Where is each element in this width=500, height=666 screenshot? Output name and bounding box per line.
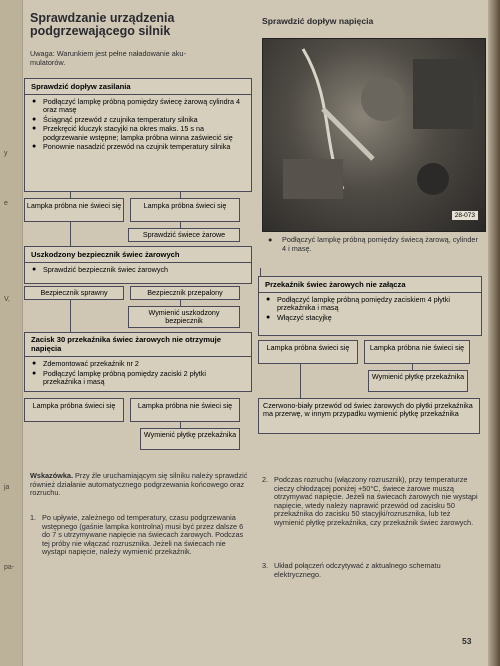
margin-mark: y [4, 150, 8, 157]
supply-check-title: Sprawdzić dopływ zasilania [25, 79, 251, 95]
list-item: ● Zdemontować przekaźnik nr 2 [43, 360, 245, 368]
result-lamp-off: Lampka próbna nie świeci się [364, 340, 470, 364]
note-text: Przy źle uruchamiającym się silniku należy sprawdzić również działanie automatycznego podgrzewania końcowego oraz rozruchu. [30, 471, 248, 498]
connector [260, 268, 261, 276]
connector [70, 300, 71, 332]
item-number: 2. [262, 475, 269, 484]
warning-text: Uwaga: Warunkiem jest pełne naładowanie aku- mulatorów. [30, 49, 186, 67]
left-page-margin [0, 0, 23, 666]
note-label: Wskazówka. [30, 471, 73, 480]
terminal-box [24, 332, 252, 392]
supply-check-box [24, 78, 252, 192]
photo-reference-tag: 28-073 [451, 210, 479, 221]
result-lamp-on: Lampka próbna świeci się [130, 198, 240, 222]
result-lamp-off: Lampka próbna nie świeci się [130, 398, 240, 422]
item-text: Podczas rozruchu (włączony rozrusznik), przy temperaturze cieczy chłodzącej poniżej +50°C, świece żarowe muszą otrzymywać napięcie. Jeżeli na świecach żarowych nie wystąpi napięcie, wtedy należy naprawić przewód od zacisku 50 przekaźnika do zacisku 50 stacyjki/rozrusznika, lub też wymienić płytkę przekaźnika, czy przekaźnik świec żarowych. [274, 475, 478, 527]
wire-break-note: Czerwono-biały przewód od świec żarowych do płytki przekaźnika ma przerwę, w innym przypadku wymienić płytkę przekaźnika [258, 398, 480, 434]
page-edge-shadow [488, 0, 500, 666]
connector [300, 364, 301, 398]
fuse-box-title: Uszkodzony bezpiecznik świec żarowych [25, 247, 251, 263]
photo-instruction: Podłączyć lampkę próbną pomiędzy świecą żarową, cylinder 4 i masę. [282, 235, 478, 253]
relay-box [258, 276, 482, 336]
result-fuse-ok: Bezpiecznik sprawny [24, 286, 124, 300]
action-replace-relay-plate: Wymienić płytkę przekaźnika [140, 428, 240, 450]
action-check-glow-plugs: Sprawdzić świece żarowe [128, 228, 240, 242]
action-replace-fuse: Wymienić uszkodzony bezpiecznik [128, 306, 240, 328]
fuse-box-list [25, 263, 251, 278]
margin-mark: e [4, 200, 8, 207]
item-number: 1. [30, 513, 37, 522]
right-section-title: Sprawdzić dopływ napięcia [262, 16, 374, 26]
terminal-box-title: Zacisk 30 przekaźnika świec żarowych nie otrzymuje napięcia [25, 333, 251, 357]
list-item: ● Przekręcić kluczyk stacyjki na okres maks. 15 s na podgrzewanie wstępne; lampka próbna winna zaświecić się [43, 125, 245, 142]
action-replace-relay-plate: Wymienić płytkę przekaźnika [368, 370, 468, 392]
relay-box-list [259, 293, 481, 326]
margin-mark: pa- [4, 564, 15, 571]
bullet-icon: ● [268, 235, 273, 244]
margin-mark: ja [4, 484, 10, 491]
fuse-box [24, 246, 252, 284]
list-item: ● Podłączyć lampkę próbną pomiędzy zaciski 2 płytki przekaźnika i masą [43, 370, 245, 387]
result-fuse-blown: Bezpiecznik przepalony [130, 286, 240, 300]
list-item: ● Włączyć stacyjkę [277, 314, 475, 322]
list-item: ● Podłączyć lampkę próbną pomiędzy zaciskiem 4 płytki przekaźnika i masą [277, 296, 475, 313]
terminal-box-list [25, 357, 251, 390]
list-item: ● Ściągnąć przewód z czujnika temperatury silnika [43, 116, 245, 124]
connector [70, 222, 71, 246]
result-lamp-on: Lampka próbna świeci się [24, 398, 124, 422]
list-item: ● Ponownie nasadzić przewód na czujnik temperatury silnika [43, 143, 245, 151]
engine-photo-drawing [263, 39, 485, 231]
result-lamp-on: Lampka próbna świeci się [258, 340, 358, 364]
list-item: ● Podłączyć lampkę próbną pomiędzy świecę żarową cylindra 4 oraz masę [43, 98, 245, 115]
note-paragraph [30, 472, 252, 498]
section-title: Sprawdzanie urządzenia podgrzewającego silnik [30, 11, 175, 38]
engine-photo [262, 38, 486, 232]
margin-mark: V, [4, 296, 10, 303]
list-item: ● Sprawdzić bezpiecznik świec żarowych [43, 266, 245, 274]
result-lamp-off: Lampka próbna nie świeci się [24, 198, 124, 222]
item-text: Układ połączeń odczytywać z aktualnego schematu elektrycznego. [274, 561, 441, 579]
item-number: 3. [262, 561, 269, 570]
item-text: Po upływie, zależnego od temperatury, czasu podgrzewania wstępnego (gaśnie lampka kontrolna) musi być przez dalsze 6 do 7 s utrzymywane napięcie na świecach żarowych. Podczas tej próby nie włączać rozrusznika. Jeżeli na świecach nie wystąpi napięcie, należy wymienić przekaźnik. [42, 513, 244, 557]
page-number: 53 [462, 636, 472, 646]
relay-box-title: Przekaźnik świec żarowych nie załącza [259, 277, 481, 293]
supply-check-list [25, 95, 251, 155]
